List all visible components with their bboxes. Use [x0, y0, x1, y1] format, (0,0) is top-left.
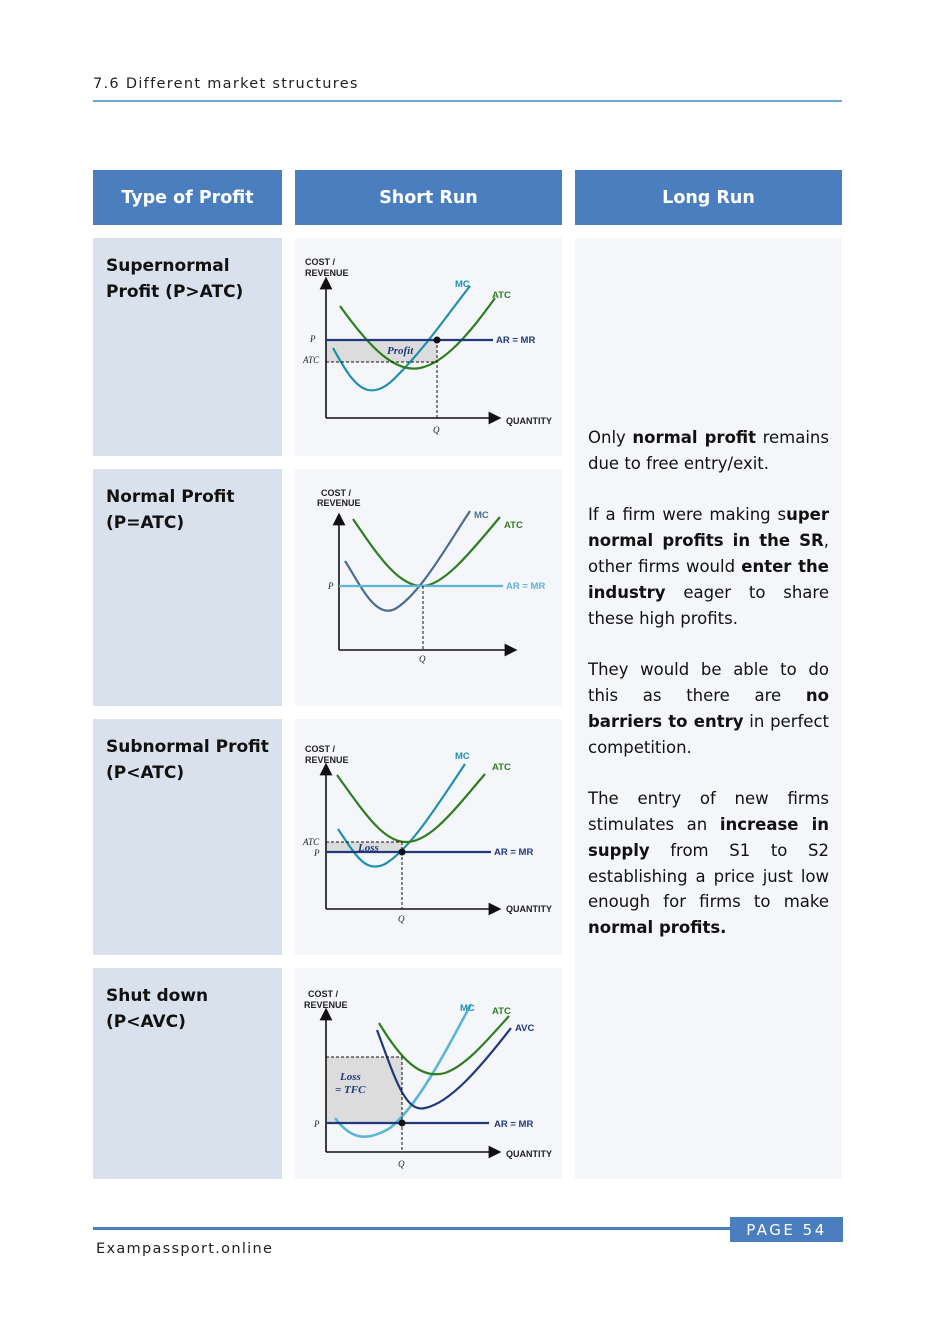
q-label: Q	[419, 654, 426, 664]
p-label: P	[314, 848, 320, 858]
row-type-supernormal	[93, 238, 282, 456]
profit-label: Profit	[387, 345, 414, 357]
atc-tick-label: ATC	[303, 355, 320, 365]
long-run-paragraph: If a firm were making super normal profits in the SR, other firms would enter the industry eager to share these high profits.	[588, 505, 829, 628]
y-axis-label: COST /	[305, 257, 336, 267]
footer-divider	[93, 1227, 730, 1230]
column-header-type: Type of Profit	[93, 170, 282, 225]
mc-label: MC	[460, 1003, 475, 1014]
graph-shutdown	[295, 968, 562, 1179]
page-number: PAGE 54	[730, 1217, 843, 1242]
long-run-text	[588, 425, 829, 967]
p-label: P	[310, 334, 316, 344]
x-axis-label: QUANTITY	[506, 904, 552, 914]
row-type-shutdown	[93, 968, 282, 1179]
header-divider	[93, 100, 842, 102]
mc-curve	[345, 511, 470, 611]
y-axis-label: COST /	[305, 744, 336, 754]
ar-mr-label: AR = MR	[494, 1119, 534, 1130]
loss-label: Loss	[358, 842, 379, 854]
loss-label: = TFC	[335, 1084, 366, 1096]
atc-label: ATC	[492, 762, 511, 773]
p-label: P	[314, 1119, 320, 1129]
type-label: Supernormal Profit (P>ATC)	[106, 256, 244, 302]
avc-label: AVC	[515, 1023, 535, 1034]
y-axis-label: REVENUE	[305, 268, 349, 278]
long-run-paragraph: They would be able to do this as there are no barriers to entry in perfect competition.	[588, 660, 829, 757]
mc-label: MC	[455, 279, 470, 290]
mc-label: MC	[474, 510, 489, 521]
y-axis-label: COST /	[321, 488, 352, 498]
mc-label: MC	[455, 751, 470, 762]
type-label: Shut down (P<AVC)	[106, 986, 209, 1032]
y-axis-label: REVENUE	[305, 755, 349, 765]
q-label: Q	[433, 425, 440, 435]
x-axis-label: QUANTITY	[506, 1149, 552, 1159]
graph-normal	[295, 469, 562, 706]
equilibrium-point	[399, 1120, 406, 1127]
long-run-cell	[575, 238, 842, 1179]
x-axis-label: QUANTITY	[506, 416, 552, 426]
y-axis-label: COST /	[308, 989, 339, 999]
long-run-paragraph: The entry of new firms stimulates an increase in supply from S1 to S2 establishing a price just low enough for firms to make normal profits.	[588, 789, 829, 938]
atc-curve	[337, 774, 485, 842]
atc-label: ATC	[492, 1006, 511, 1017]
ar-mr-label: AR = MR	[506, 581, 546, 592]
y-axis-label: REVENUE	[304, 1000, 348, 1010]
graph-subnormal	[295, 719, 562, 955]
section-title: 7.6 Different market structures	[93, 76, 359, 92]
ar-mr-label: AR = MR	[494, 847, 534, 858]
equilibrium-point	[399, 849, 406, 856]
column-header-short-run: Short Run	[295, 170, 562, 225]
footer-site: Exampassport.online	[96, 1241, 274, 1257]
ar-mr-label: AR = MR	[496, 335, 536, 346]
q-label: Q	[398, 914, 405, 924]
loss-label: Loss	[340, 1071, 361, 1083]
atc-tick-label: ATC	[303, 837, 320, 847]
graph-supernormal	[295, 238, 562, 456]
atc-label: ATC	[504, 520, 523, 531]
p-label: P	[328, 581, 334, 591]
row-type-normal	[93, 469, 282, 706]
atc-label: ATC	[492, 290, 511, 301]
long-run-paragraph: Only normal profit remains due to free entry/exit.	[588, 428, 829, 473]
type-label: Normal Profit (P=ATC)	[106, 487, 235, 533]
mc-curve	[333, 286, 470, 390]
column-header-long-run: Long Run	[575, 170, 842, 225]
equilibrium-point	[434, 337, 441, 344]
row-type-subnormal	[93, 719, 282, 955]
q-label: Q	[398, 1159, 405, 1169]
y-axis-label: REVENUE	[317, 498, 361, 508]
type-label: Subnormal Profit (P<ATC)	[106, 737, 269, 783]
